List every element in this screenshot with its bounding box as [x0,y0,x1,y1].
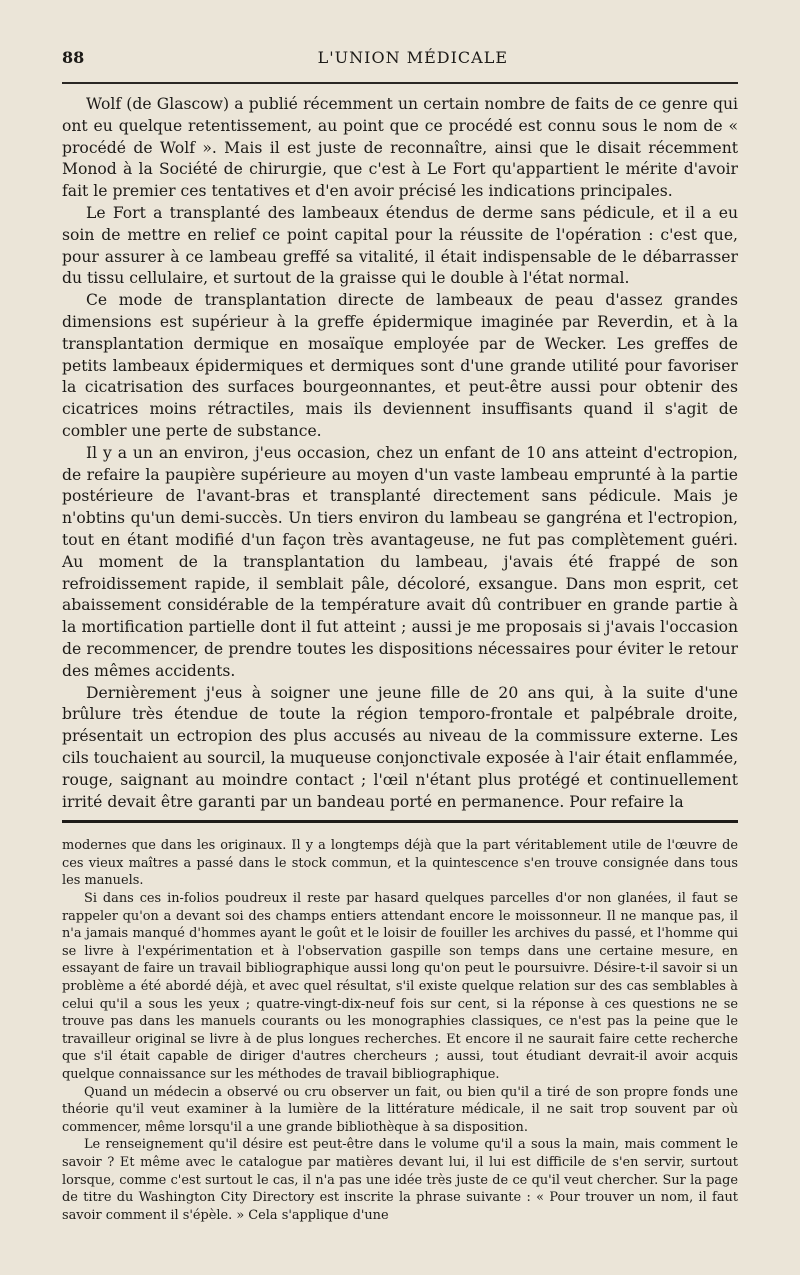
body-paragraph: Il y a un an environ, j'eus occasion, chez un enfant de 10 ans atteint d'ectropion, de refaire la paupière supérieure au moyen d'un vaste lambeau emprunté à la partie postérieure de l'avant-bras et transplanté directement sans pédicule. Mais je n'obtins qu'un demi-succès. Un tiers environ du lambeau se gangréna et l'ectropion, tout en étant modifié d'un façon très avantageuse, ne fut pas complètement guéri. Au moment de la transplantation du lambeau, j'avais été frappé de son refroidissement rapide, il semblait pâle, décoloré, exsangue. Dans mon esprit, cet abaissement considérable de la température avait dû contribuer en grande partie à la mortification partielle dont il fut atteint ; aussi je me proposais si j'avais l'occasion de recommencer, de prendre toutes les dispositions nécessaires pour éviter le retour des mêmes accidents. [62,443,738,680]
main-text [62,94,738,813]
body-paragraph: Le Fort a transplanté des lambeaux étendus de derme sans pédicule, et il a eu soin de mettre en relief ce point capital pour la réussite de l'opération : c'est que, pour assurer à ce lambeau greffé sa vitalité, il était indispensable de le débarrasser du tissu cellulaire, et surtout de la graisse qui le double à l'état normal. [62,203,738,288]
footnote-paragraph: Le renseignement qu'il désire est peut-être dans le volume qu'il a sous la main, mais comment le savoir ? Et même avec le catalogue par matières devant lui, il lui est difficile de s'en servir, surtout lorsque, comme c'est surtout le cas, il n'a pas une idée très juste de ce qu'il veut chercher. Sur la page de titre du Washington City Directory est inscrite la phrase suivante : « Pour trouver un nom, il faut savoir comment il s'épèle. » Cela s'applique d'une [62,1137,738,1223]
header-rule [62,82,738,84]
footnotes [62,837,738,1224]
footnote-paragraph: Si dans ces in-folios poudreux il reste par hasard quelques parcelles d'or non glanées, il faut se rappeler qu'on a devant soi des champs entiers attendant encore le moissonneur. Il ne manque pas, il n'a jamais manqué d'hommes ayant le goût et le loisir de fouiller les archives du passé, et l'homme qui se livre à l'expérimentation et à l'observation gaspille son temps dans une certaine mesure, en essayant de faire un travail bibliographique aussi long qu'on peut le poursuivre. Désire-t-il savoir si un problème a été abordé déjà, et avec quel résultat, s'il existe quelque relation sur des cas semblables à celui qu'il a sous les yeux ; quatre-vingt-dix-neuf fois sur cent, si la réponse à ces questions ne se trouve pas dans les manuels courants ou les monographies classiques, ce n'est pas la peine que le travailleur original se livre à de plus longues recherches. Et encore il ne saurait faire cette recherche que s'il était capable de diriger d'autres chercheurs ; aussi, tout étudiant devrait-il avoir acquis quelque connaissance sur les méthodes de travail bibliographique. [62,891,738,1083]
footnote-rule [62,820,738,823]
body-paragraph: Wolf (de Glascow) a publié récemment un certain nombre de faits de ce genre qui ont eu quelque retentissement, au point que ce procédé est connu sous le nom de « procédé de Wolf ». Mais il est juste de reconnaître, ainsi que le disait récemment Monod à la Société de chirurgie, que c'est à Le Fort qu'appartient le mérite d'avoir fait le premier ces tentatives et d'en avoir précisé les indications principales. [62,95,738,201]
body-paragraph: Dernièrement j'eus à soigner une jeune fille de 20 ans qui, à la suite d'une brûlure très étendue de toute la région temporo-frontale et palpébrale droite, présentait un ectropion des plus accusés au niveau de la commissure externe. Les cils touchaient au sourcil, la muqueuse conjonctivale exposée à l'air était enflammée, rouge, saignant au moindre contact ; l'œil n'étant plus protégé et continuellement irrité devait être garanti par un bandeau porté en permanence. Pour refaire la [62,683,738,811]
page-number: 88 [62,48,85,67]
page-header [62,48,738,76]
footnote-paragraph: modernes que dans les originaux. Il y a longtemps déjà que la part véritablement utile de l'œuvre de ces vieux maîtres a passé dans le stock commun, et la quintescence s'en trouve consignée dans tous les manuels. [62,838,738,889]
footnote-paragraph: Quand un médecin a observé ou cru observer un fait, ou bien qu'il a tiré de son propre fonds une théorie qu'il veut examiner à la lumière de la littérature médicale, il ne sait trop souvent par où commencer, même lorsqu'il a une grande bibliothèque à sa disposition. [62,1084,738,1135]
body-paragraph: Ce mode de transplantation directe de lambeaux de peau d'assez grandes dimensions est supérieur à la greffe épidermique imaginée par Reverdin, et à la transplantation dermique en mosaïque employée par de Wecker. Les greffes de petits lambeaux épidermiques et dermiques sont d'une grande utilité pour favoriser la cicatrisation des surfaces bourgeonnantes, et peut-être aussi pour obtenir des cicatrices moins rétractiles, mais ils deviennent insuffisants quand il s'agit de combler une perte de substance. [62,291,738,440]
running-head: L'UNION MÉDICALE [317,48,508,67]
